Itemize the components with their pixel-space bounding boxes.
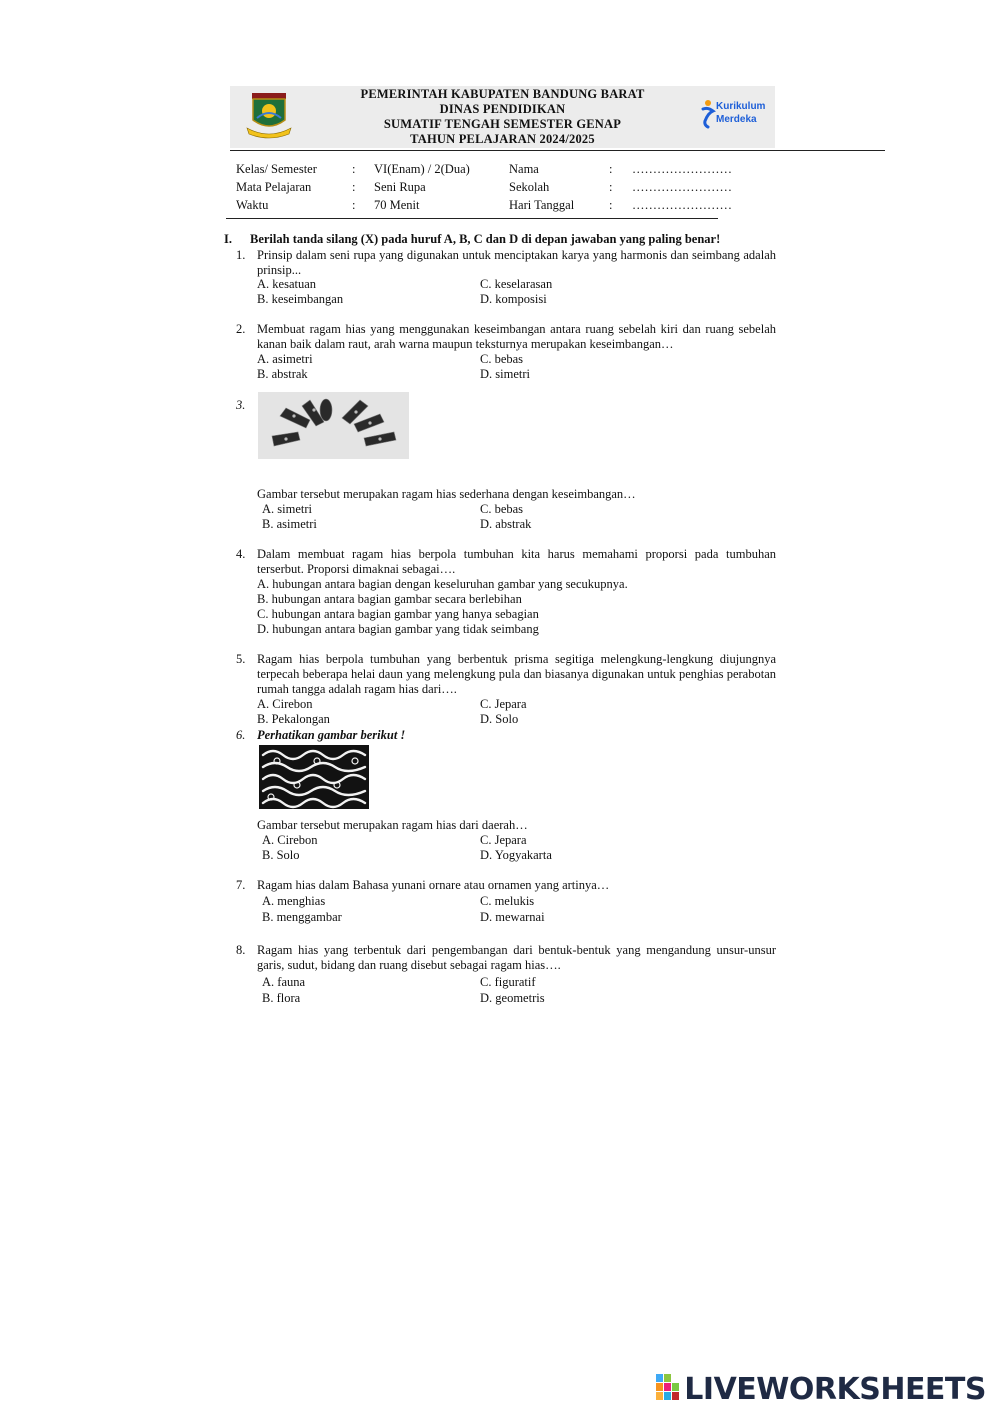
question-number: 3. [236,398,246,412]
kurikulum-figure-icon [700,99,716,129]
question-text: Ragam hias dalam Bahasa yunani ornare atau ornamen yang artinya… [257,878,610,892]
option-c[interactable]: C. melukis [480,894,535,908]
option-c[interactable]: C. bebas [480,352,524,366]
question-number: 4. [236,547,246,561]
info-value: VI(Enam) / 2(Dua) [374,162,470,176]
info-label: Kelas/ Semester [236,162,317,176]
question-text: Ragam hias yang terbentuk dari pengembangan dari bentuk-bentuk yang mengandung unsur-unsur garis, sudut, bidang dan ruang disebut sebagai ragam hias…. [257,943,776,972]
question-number: 2. [236,322,246,336]
question-number: 6. [236,728,246,742]
info-colon: : [352,162,356,176]
header-line-2: DINAS PENDIDIKAN [439,102,566,116]
info-colon: : [609,198,613,212]
liveworksheets-brand[interactable] [656,1372,986,1408]
option-a[interactable]: A. kesatuan [257,277,317,291]
header-divider [230,150,885,151]
header-line-4: TAHUN PELAJARAN 2024/2025 [410,132,595,146]
option-d[interactable]: D. komposisi [480,292,547,306]
option-d[interactable]: D. abstrak [480,517,532,531]
kurikulum-label: Kurikulum [716,101,766,112]
question-text: Prinsip dalam seni rupa yang digunakan untuk menciptakan karya yang harmonis dan seimbang adalah prinsip... [257,248,776,277]
question-8 [236,943,776,973]
option-d[interactable]: D. mewarnai [480,910,545,924]
info-divider [226,218,718,219]
info-label: Waktu [236,198,269,212]
option-c[interactable]: C. Jepara [480,833,527,847]
question-3 [236,487,776,502]
info-label-2: Hari Tanggal [509,198,575,212]
option-c[interactable]: C. keselarasan [480,277,553,291]
question-number: 5. [236,652,246,666]
question-6-title: Perhatikan gambar berikut ! [257,728,406,742]
option-a[interactable]: A. Cirebon [257,697,313,711]
option-a[interactable]: A. asimetri [257,352,313,366]
option-b[interactable]: B. asimetri [262,517,317,531]
info-colon: : [609,180,613,194]
option-b[interactable]: B. hubungan antara bagian gambar secara berlebihan [257,592,522,606]
option-d[interactable]: D. simetri [480,367,530,381]
question-number: 8. [236,943,246,957]
option-a[interactable]: A. menghias [262,894,326,908]
date-blank[interactable]: …………………… [632,198,732,212]
question-text: Membuat ragam hias yang menggunakan keseimbangan antara ruang sebelah kiri dan ruang sebelah kanan baik dalam raut, arah warna maupun teksturnya merupakan keseimbangan… [257,322,776,351]
option-c[interactable]: C. figuratif [480,975,536,989]
instruction [224,232,720,247]
question-text: Gambar tersebut merupakan ragam hias sederhana dengan keseimbangan… [257,487,636,501]
option-b[interactable]: B. menggambar [262,910,342,924]
option-d[interactable]: D. Solo [480,712,519,726]
question-7 [236,878,776,893]
header-title [300,87,705,147]
header-line-3: SUMATIF TENGAH SEMESTER GENAP [383,117,622,131]
question-1 [236,248,776,278]
option-a[interactable]: A. fauna [262,975,306,989]
liveworksheets-text: LIVEWORKSHEETS [684,1372,986,1407]
info-colon: : [352,198,356,212]
kurikulum-merdeka-logo [700,95,766,137]
option-d[interactable]: D. Yogyakarta [480,848,552,862]
option-b[interactable]: B. flora [262,991,301,1005]
question-4 [236,547,776,577]
info-colon: : [609,162,613,176]
option-b[interactable]: B. keseimbangan [257,292,344,306]
question-text: Dalam membuat ragam hias berpola tumbuhan kita harus memahami proporsi pada tumbuhan terserbut. Proporsi dimaknai sebagai…. [257,547,776,576]
option-d[interactable]: D. hubungan antara bagian gambar yang tidak seimbang [257,622,539,636]
option-d[interactable]: D. geometris [480,991,545,1005]
option-c[interactable]: C. bebas [480,502,524,516]
ornament-photo [258,392,409,459]
option-a[interactable]: A. simetri [262,502,312,516]
header-line-1: PEMERINTAH KABUPATEN BANDUNG BARAT [360,87,645,101]
question-text: Gambar tersebut merupakan ragam hias dari daerah… [257,818,528,832]
liveworksheets-logo-icon [656,1373,680,1408]
option-c[interactable]: C. Jepara [480,697,527,711]
school-blank[interactable]: …………………… [632,180,732,194]
option-c[interactable]: C. hubungan antara bagian gambar yang hanya sebagian [257,607,539,621]
info-value: Seni Rupa [374,180,426,194]
question-text: Ragam hias berpola tumbuhan yang berbentuk prisma segitiga melengkung-lengkung diujungnya terpecah beberapa helai daun yang melengkung pula dan biasanya digunakan untuk penghias perabotan rumah tangga adalah ragam hias dari…. [257,652,776,696]
info-value: 70 Menit [374,198,420,212]
instruction-text: Berilah tanda silang (X) pada huruf A, B, C dan D di depan jawaban yang paling benar! [250,232,721,246]
info-colon: : [352,180,356,194]
info-row-time [236,198,776,216]
question-number: 1. [236,248,246,262]
info-label-2: Nama [509,162,539,176]
batik-pattern [259,745,369,809]
info-label-2: Sekolah [509,180,550,194]
option-b[interactable]: B. Pekalongan [257,712,330,726]
question-5 [236,652,776,697]
instruction-number: I. [224,232,232,246]
info-row-class [236,162,776,180]
info-row-subject [236,180,776,198]
option-a[interactable]: A. Cirebon [262,833,318,847]
name-blank[interactable]: …………………… [632,162,732,176]
option-a[interactable]: A. hubungan antara bagian dengan keseluruhan gambar yang secukupnya. [257,577,628,591]
question-6 [236,818,776,833]
question-2 [236,322,776,352]
regency-emblem [243,92,295,140]
info-label: Mata Pelajaran [236,180,312,194]
option-b[interactable]: B. Solo [262,848,300,862]
question-number: 7. [236,878,246,892]
option-b[interactable]: B. abstrak [257,367,308,381]
merdeka-label: Merdeka [716,114,757,125]
